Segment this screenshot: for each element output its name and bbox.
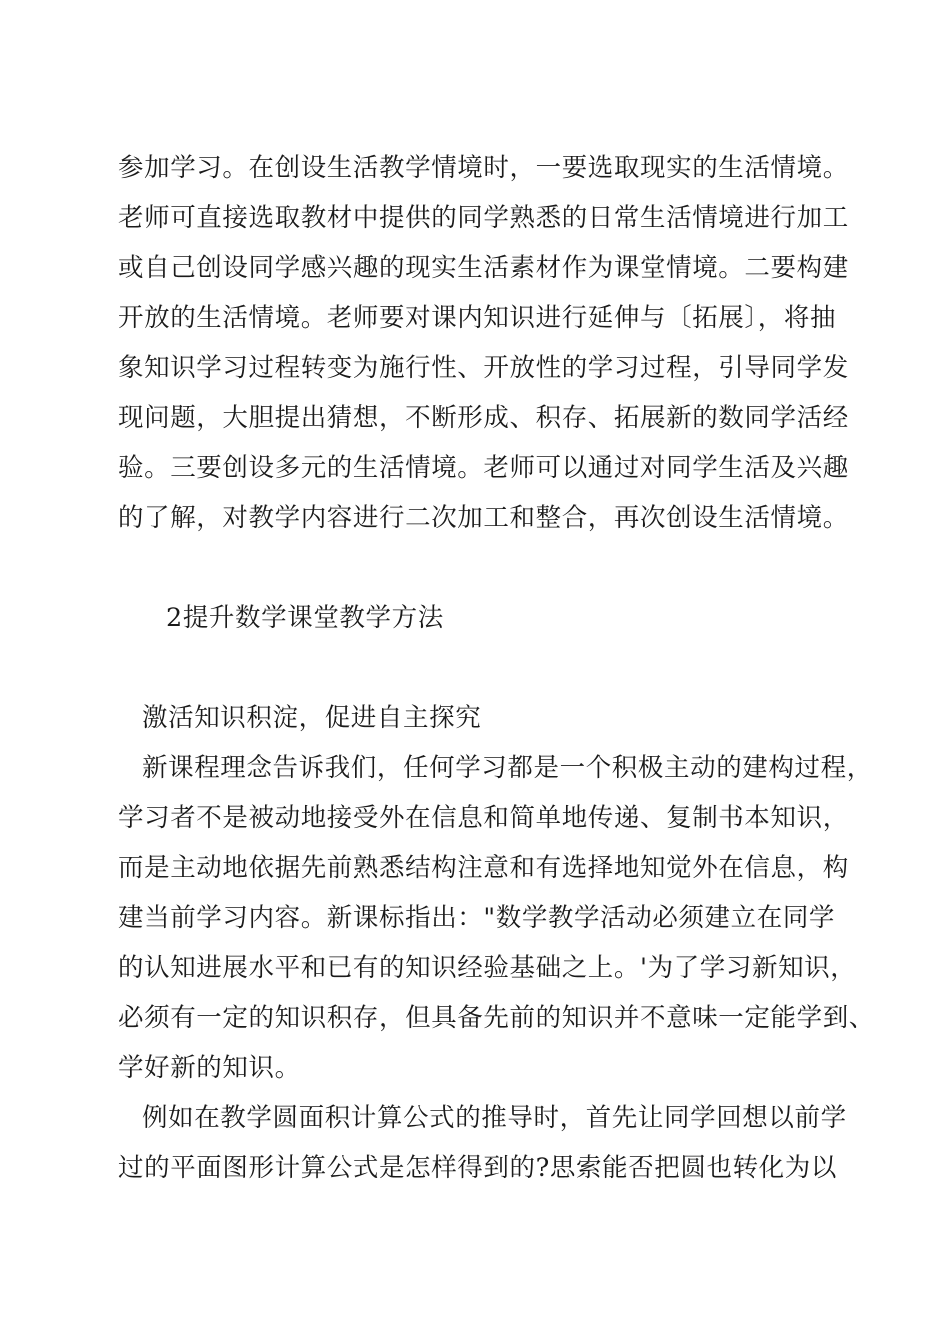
text-line: 学好新的知识。 bbox=[118, 1053, 301, 1083]
text-line: 老师可直接选取教材中提供的同学熟悉的日常生活情境进行加工 bbox=[118, 203, 849, 233]
text-line: 学习者不是被动地接受外在信息和简单地传递、复制书本知识， bbox=[118, 803, 849, 833]
text-line: 的认知进展水平和已有的知识经验基础之上。'为了学习新知识， bbox=[118, 953, 857, 983]
text-line: 新课程理念告诉我们，任何学习都是一个积极主动的建构过程， bbox=[142, 753, 873, 783]
text-line: 参加学习。在创设生活教学情境时，一要选取现实的生活情境。 bbox=[118, 153, 849, 183]
text-line: 必须有一定的知识积存，但具备先前的知识并不意味一定能学到、 bbox=[118, 1003, 875, 1033]
text-line: 验。三要创设多元的生活情境。老师可以通过对同学生活及兴趣 bbox=[118, 453, 849, 483]
text-line: 例如在教学圆面积计算公式的推导时，首先让同学回想以前学 bbox=[142, 1103, 847, 1133]
text-line: 过的平面图形计算公式是怎样得到的?思索能否把圆也转化为以 bbox=[118, 1153, 837, 1183]
text-line: 开放的生活情境。老师要对课内知识进行延伸与〔拓展〕，将抽 bbox=[118, 303, 837, 333]
text-line: 建当前学习内容。新课标指出："数学教学活动必须建立在同学 bbox=[118, 903, 836, 933]
text-line: 象知识学习过程转变为施行性、开放性的学习过程，引导同学发 bbox=[118, 353, 849, 383]
text-line: 现问题，大胆提出猜想，不断形成、积存、拓展新的数同学活经 bbox=[118, 403, 849, 433]
text-line: 或自己创设同学感兴趣的现实生活素材作为课堂情境。二要构建 bbox=[118, 253, 849, 283]
text-line: 的了解，对教学内容进行二次加工和整合，再次创设生活情境。 bbox=[118, 503, 849, 533]
section-heading: 2提升数学课堂教学方法 bbox=[166, 603, 444, 633]
text-line: 而是主动地依据先前熟悉结构注意和有选择地知觉外在信息，构 bbox=[118, 853, 849, 883]
subheading: 激活知识积淀，促进自主探究 bbox=[142, 703, 482, 733]
